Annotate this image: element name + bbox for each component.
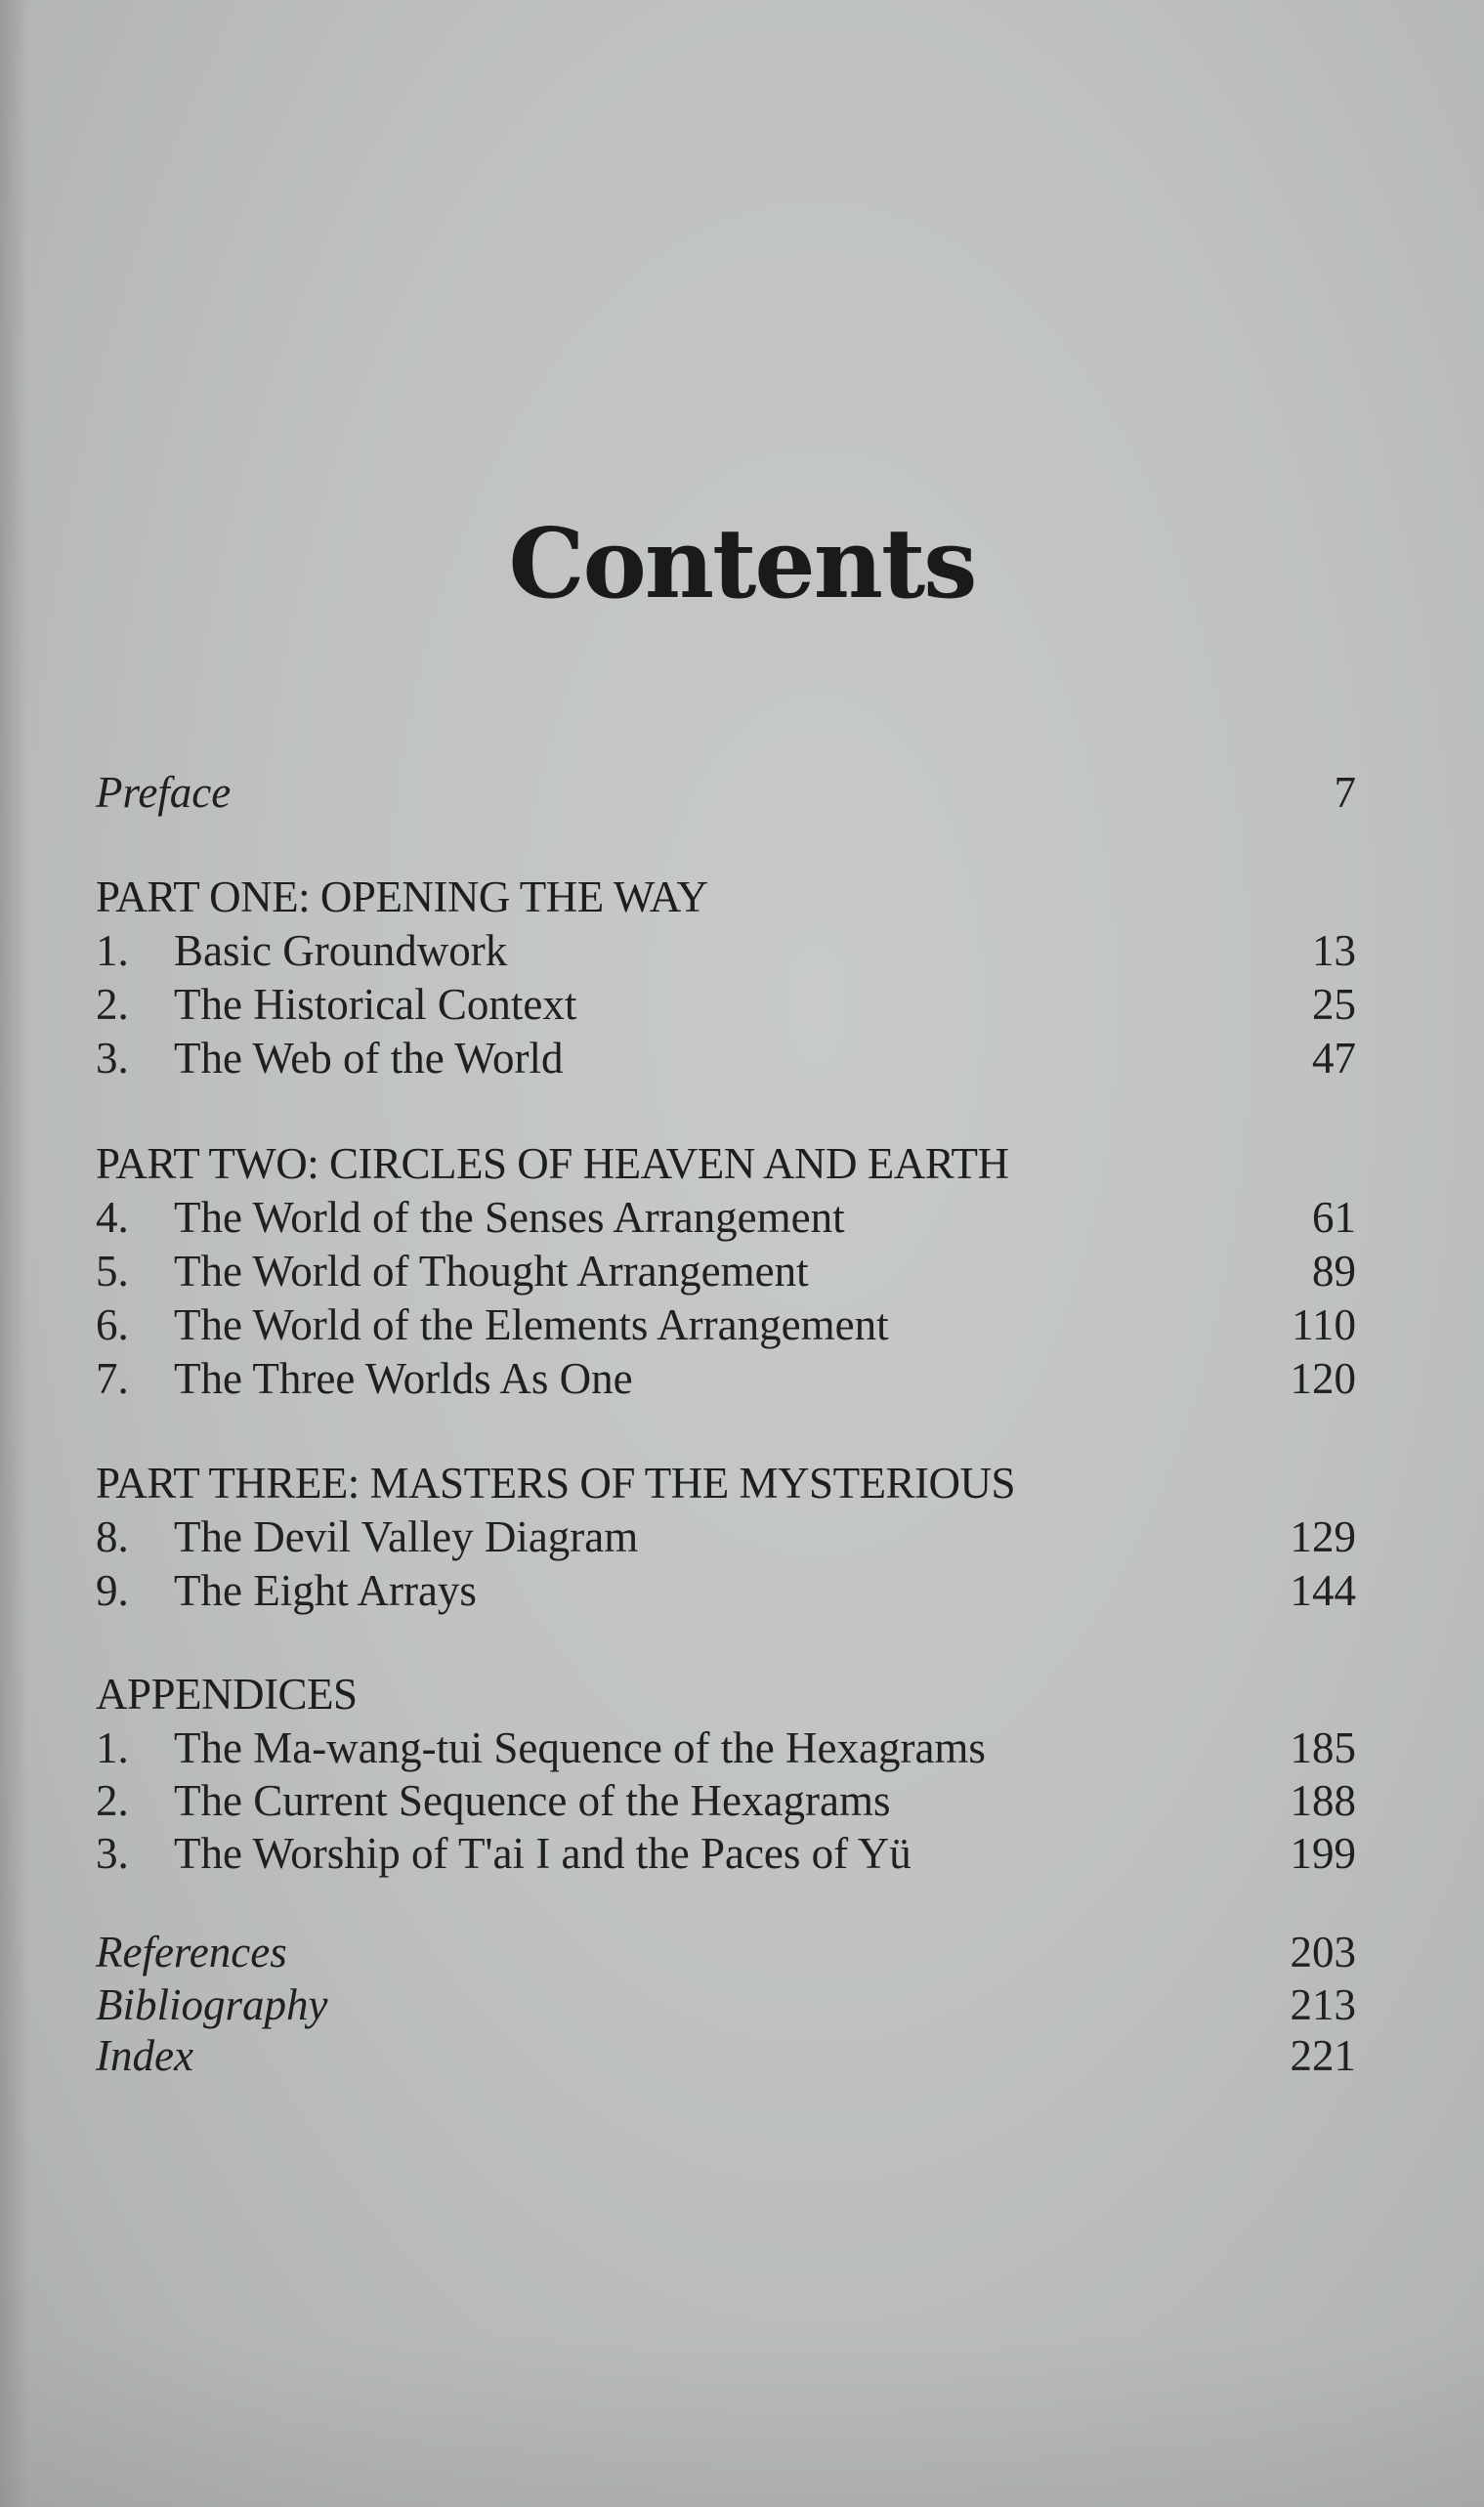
toc-entry-page: 25 — [1312, 980, 1356, 1029]
toc-entry-page: 129 — [1290, 1512, 1356, 1561]
toc-entry-label: The Ma-wang-tui Sequence of the Hexagrams — [174, 1723, 986, 1772]
toc-entry-page: 144 — [1290, 1566, 1356, 1615]
toc-entry-number: 6. — [96, 1300, 129, 1349]
toc-entry-label: The World of Thought Arrangement — [174, 1247, 809, 1296]
toc-entry-number: 1. — [96, 1723, 129, 1772]
toc-entry-page: 89 — [1312, 1247, 1356, 1296]
toc-entry-number: 4. — [96, 1193, 129, 1242]
toc-entry-number: 2. — [96, 1776, 129, 1825]
toc-entry-number: 3. — [96, 1034, 129, 1083]
toc-entry-page: 188 — [1290, 1776, 1356, 1825]
toc-entry-page: 7 — [1334, 768, 1356, 817]
toc-entry-label: Bibliography — [96, 1980, 328, 2029]
toc-entry-page: 203 — [1290, 1928, 1356, 1976]
toc-entry[interactable] — [96, 1563, 1356, 1618]
toc-entry-page: 61 — [1312, 1193, 1356, 1242]
toc-entry-label: The Devil Valley Diagram — [174, 1512, 639, 1561]
toc-entry-number: 1. — [96, 926, 129, 975]
toc-entry-page: 185 — [1290, 1723, 1356, 1772]
toc-entry-label: The Three Worlds As One — [174, 1354, 633, 1403]
toc-entry-label: The World of the Senses Arrangement — [174, 1193, 845, 1242]
toc-entry-page: 13 — [1312, 926, 1356, 975]
toc-entry-number: 5. — [96, 1247, 129, 1296]
toc-entry[interactable] — [96, 1721, 1356, 1775]
toc-entry-number: 3. — [96, 1829, 129, 1878]
toc-entry-page: 110 — [1292, 1300, 1356, 1349]
part-heading: APPENDICES — [96, 1670, 358, 1719]
toc-entry[interactable] — [96, 1297, 1356, 1352]
toc-entry-label: The Historical Context — [174, 980, 577, 1029]
toc-entry-label: The Eight Arrays — [174, 1566, 477, 1615]
toc-entry-page: 221 — [1290, 2031, 1356, 2080]
toc-entry-number: 7. — [96, 1354, 129, 1403]
toc-entry-page: 120 — [1290, 1354, 1356, 1403]
toc-entry-page: 199 — [1290, 1829, 1356, 1878]
toc-entry[interactable] — [96, 977, 1356, 1032]
toc-entry[interactable] — [96, 1351, 1356, 1406]
toc-entry-page: 213 — [1290, 1980, 1356, 2029]
toc-entry-label: Index — [96, 2031, 193, 2080]
part-heading: PART ONE: OPENING THE WAY — [96, 872, 708, 921]
toc-entry[interactable] — [96, 1190, 1356, 1245]
toc-entry[interactable] — [96, 1244, 1356, 1298]
toc-entry[interactable] — [96, 923, 1356, 978]
toc-entry-label: Basic Groundwork — [174, 926, 508, 975]
toc-entry-index[interactable] — [96, 2028, 1356, 2083]
toc-entry-number: 9. — [96, 1566, 129, 1615]
toc-entry[interactable] — [96, 1509, 1356, 1564]
toc-entry-label: The Current Sequence of the Hexagrams — [174, 1776, 891, 1825]
toc-entry-number: 8. — [96, 1512, 129, 1561]
part-heading: PART TWO: CIRCLES OF HEAVEN AND EARTH — [96, 1139, 1009, 1188]
toc-entry-label: The World of the Elements Arrangement — [174, 1300, 889, 1349]
toc-entry-number: 2. — [96, 980, 129, 1029]
toc-entry-label: Preface — [96, 768, 232, 817]
toc-entry[interactable] — [96, 1773, 1356, 1828]
toc-entry-bibliography[interactable] — [96, 1977, 1356, 2032]
toc-entry-label: The Web of the World — [174, 1034, 564, 1083]
toc-entry-label: References — [96, 1928, 287, 1976]
toc-entry[interactable] — [96, 1826, 1356, 1881]
toc-entry[interactable] — [96, 1031, 1356, 1085]
toc-entry-preface[interactable] — [96, 765, 1356, 820]
toc-entry-label: The Worship of T'ai I and the Paces of Yü — [174, 1829, 912, 1878]
page-title: Contents — [508, 508, 976, 620]
part-heading: PART THREE: MASTERS OF THE MYSTERIOUS — [96, 1459, 1016, 1508]
toc-entry-page: 47 — [1312, 1034, 1356, 1083]
toc-entry-references[interactable] — [96, 1925, 1356, 1979]
